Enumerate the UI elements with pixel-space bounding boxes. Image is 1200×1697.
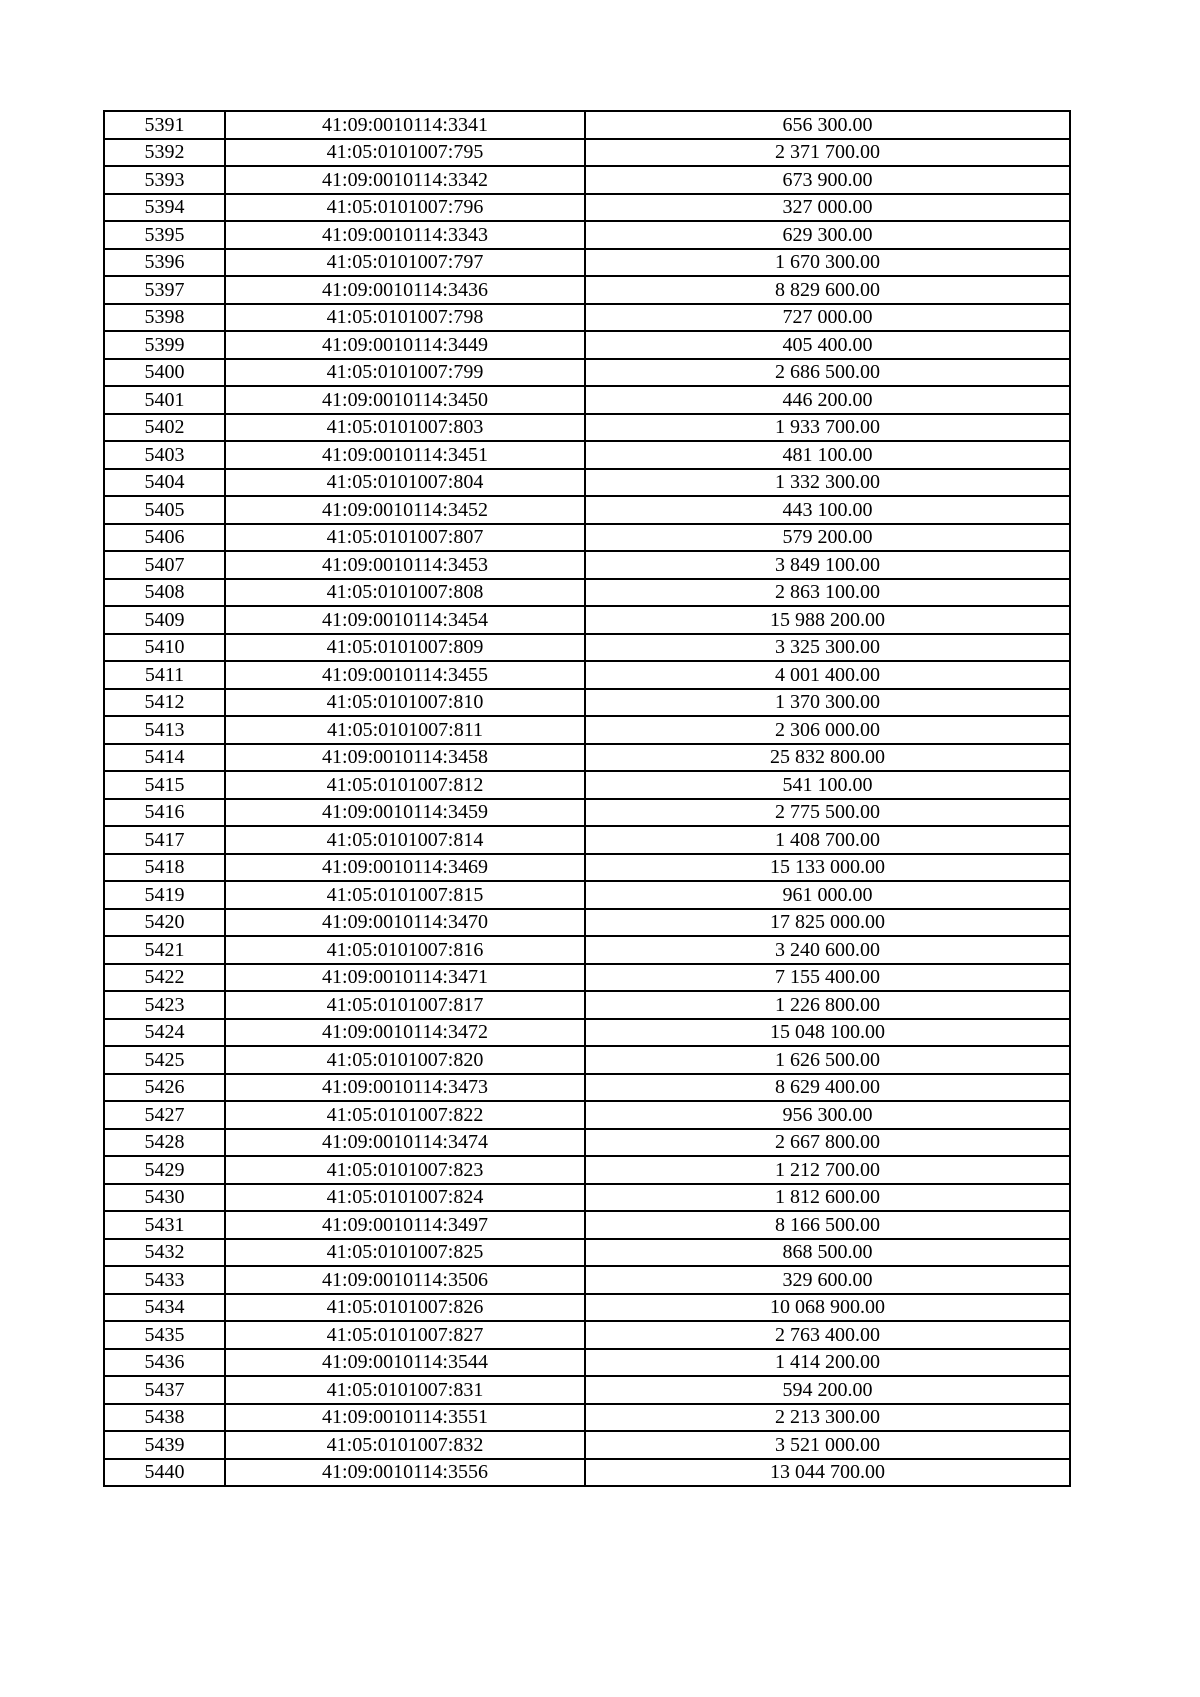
cadastral-value-cell: 481 100.00: [585, 441, 1070, 469]
table-body: [104, 111, 1070, 1486]
cadastral-value-cell: 2 667 800.00: [585, 1129, 1070, 1157]
table-row: [104, 1211, 1070, 1239]
row-number-cell: 5395: [104, 221, 225, 249]
row-number-cell: 5408: [104, 579, 225, 607]
row-number-cell: 5402: [104, 414, 225, 442]
cadastral-value-cell: 405 400.00: [585, 331, 1070, 359]
row-number-cell: 5417: [104, 826, 225, 854]
table-row: [104, 276, 1070, 304]
cadastral-number-cell: 41:05:0101007:814: [225, 826, 585, 854]
table-row: [104, 221, 1070, 249]
table-row: [104, 1156, 1070, 1184]
table-row: [104, 1404, 1070, 1432]
cadastral-value-cell: 2 775 500.00: [585, 799, 1070, 827]
table-row: [104, 524, 1070, 552]
cadastral-value-cell: 17 825 000.00: [585, 909, 1070, 937]
cadastral-value-cell: 2 763 400.00: [585, 1321, 1070, 1349]
cadastral-number-cell: 41:05:0101007:798: [225, 304, 585, 332]
cadastral-value-cell: 727 000.00: [585, 304, 1070, 332]
cadastral-number-cell: 41:09:0010114:3459: [225, 799, 585, 827]
cadastre-value-table: [103, 110, 1071, 1487]
cadastral-number-cell: 41:05:0101007:823: [225, 1156, 585, 1184]
cadastral-value-cell: 541 100.00: [585, 771, 1070, 799]
cadastral-number-cell: 41:05:0101007:822: [225, 1101, 585, 1129]
row-number-cell: 5422: [104, 964, 225, 992]
row-number-cell: 5432: [104, 1239, 225, 1267]
table-row: [104, 1376, 1070, 1404]
cadastral-value-cell: 868 500.00: [585, 1239, 1070, 1267]
row-number-cell: 5428: [104, 1129, 225, 1157]
row-number-cell: 5437: [104, 1376, 225, 1404]
cadastral-value-cell: 961 000.00: [585, 881, 1070, 909]
cadastral-value-cell: 329 600.00: [585, 1266, 1070, 1294]
table-row: [104, 744, 1070, 772]
row-number-cell: 5394: [104, 194, 225, 222]
cadastral-number-cell: 41:09:0010114:3450: [225, 386, 585, 414]
cadastral-number-cell: 41:09:0010114:3451: [225, 441, 585, 469]
table-row: [104, 771, 1070, 799]
table-row: [104, 1349, 1070, 1377]
table-row: [104, 881, 1070, 909]
cadastral-value-cell: 1 933 700.00: [585, 414, 1070, 442]
cadastral-number-cell: 41:09:0010114:3472: [225, 1019, 585, 1047]
cadastral-value-cell: 1 332 300.00: [585, 469, 1070, 497]
cadastral-value-cell: 3 240 600.00: [585, 936, 1070, 964]
cadastral-number-cell: 41:09:0010114:3341: [225, 111, 585, 139]
row-number-cell: 5419: [104, 881, 225, 909]
table-row: [104, 1431, 1070, 1459]
table-row: [104, 606, 1070, 634]
row-number-cell: 5429: [104, 1156, 225, 1184]
row-number-cell: 5430: [104, 1184, 225, 1212]
row-number-cell: 5412: [104, 689, 225, 717]
table-row: [104, 1074, 1070, 1102]
table-row: [104, 689, 1070, 717]
row-number-cell: 5405: [104, 496, 225, 524]
cadastral-value-cell: 446 200.00: [585, 386, 1070, 414]
cadastral-value-cell: 15 048 100.00: [585, 1019, 1070, 1047]
table-row: [104, 1019, 1070, 1047]
cadastral-number-cell: 41:05:0101007:816: [225, 936, 585, 964]
cadastral-number-cell: 41:05:0101007:812: [225, 771, 585, 799]
cadastral-number-cell: 41:09:0010114:3458: [225, 744, 585, 772]
row-number-cell: 5424: [104, 1019, 225, 1047]
row-number-cell: 5392: [104, 139, 225, 167]
cadastral-value-cell: 1 670 300.00: [585, 249, 1070, 277]
cadastral-number-cell: 41:05:0101007:820: [225, 1046, 585, 1074]
row-number-cell: 5420: [104, 909, 225, 937]
cadastral-number-cell: 41:05:0101007:796: [225, 194, 585, 222]
table-row: [104, 166, 1070, 194]
row-number-cell: 5413: [104, 716, 225, 744]
cadastral-value-cell: 629 300.00: [585, 221, 1070, 249]
table-row: [104, 496, 1070, 524]
row-number-cell: 5406: [104, 524, 225, 552]
table-row: [104, 359, 1070, 387]
cadastral-value-cell: 1 226 800.00: [585, 991, 1070, 1019]
row-number-cell: 5393: [104, 166, 225, 194]
cadastral-value-cell: 579 200.00: [585, 524, 1070, 552]
cadastral-number-cell: 41:05:0101007:803: [225, 414, 585, 442]
cadastral-number-cell: 41:05:0101007:817: [225, 991, 585, 1019]
cadastral-number-cell: 41:09:0010114:3452: [225, 496, 585, 524]
table-row: [104, 826, 1070, 854]
row-number-cell: 5411: [104, 661, 225, 689]
cadastral-number-cell: 41:05:0101007:797: [225, 249, 585, 277]
table-row: [104, 441, 1070, 469]
table-row: [104, 661, 1070, 689]
cadastral-number-cell: 41:09:0010114:3454: [225, 606, 585, 634]
cadastral-number-cell: 41:09:0010114:3343: [225, 221, 585, 249]
row-number-cell: 5410: [104, 634, 225, 662]
cadastral-value-cell: 2 306 000.00: [585, 716, 1070, 744]
cadastral-value-cell: 2 686 500.00: [585, 359, 1070, 387]
table-row: [104, 1129, 1070, 1157]
row-number-cell: 5438: [104, 1404, 225, 1432]
table-row: [104, 854, 1070, 882]
row-number-cell: 5396: [104, 249, 225, 277]
table-row: [104, 936, 1070, 964]
cadastral-number-cell: 41:05:0101007:811: [225, 716, 585, 744]
table-row: [104, 909, 1070, 937]
row-number-cell: 5436: [104, 1349, 225, 1377]
table-row: [104, 1266, 1070, 1294]
row-number-cell: 5440: [104, 1459, 225, 1487]
cadastral-number-cell: 41:09:0010114:3506: [225, 1266, 585, 1294]
cadastral-value-cell: 1 370 300.00: [585, 689, 1070, 717]
table-row: [104, 551, 1070, 579]
table-row: [104, 579, 1070, 607]
cadastral-number-cell: 41:05:0101007:832: [225, 1431, 585, 1459]
table-row: [104, 469, 1070, 497]
row-number-cell: 5431: [104, 1211, 225, 1239]
row-number-cell: 5434: [104, 1294, 225, 1322]
row-number-cell: 5439: [104, 1431, 225, 1459]
row-number-cell: 5409: [104, 606, 225, 634]
table-row: [104, 634, 1070, 662]
cadastral-number-cell: 41:05:0101007:795: [225, 139, 585, 167]
row-number-cell: 5397: [104, 276, 225, 304]
table-row: [104, 1321, 1070, 1349]
cadastral-number-cell: 41:05:0101007:808: [225, 579, 585, 607]
row-number-cell: 5415: [104, 771, 225, 799]
cadastral-number-cell: 41:09:0010114:3474: [225, 1129, 585, 1157]
cadastral-value-cell: 594 200.00: [585, 1376, 1070, 1404]
cadastral-value-cell: 3 521 000.00: [585, 1431, 1070, 1459]
row-number-cell: 5421: [104, 936, 225, 964]
table-row: [104, 414, 1070, 442]
row-number-cell: 5418: [104, 854, 225, 882]
cadastral-number-cell: 41:09:0010114:3453: [225, 551, 585, 579]
row-number-cell: 5416: [104, 799, 225, 827]
table-row: [104, 331, 1070, 359]
table-row: [104, 111, 1070, 139]
cadastral-value-cell: 673 900.00: [585, 166, 1070, 194]
cadastral-value-cell: 3 849 100.00: [585, 551, 1070, 579]
cadastral-value-cell: 4 001 400.00: [585, 661, 1070, 689]
row-number-cell: 5425: [104, 1046, 225, 1074]
cadastral-value-cell: 1 408 700.00: [585, 826, 1070, 854]
cadastral-value-cell: 2 863 100.00: [585, 579, 1070, 607]
row-number-cell: 5426: [104, 1074, 225, 1102]
table-row: [104, 249, 1070, 277]
table-row: [104, 1101, 1070, 1129]
cadastral-number-cell: 41:09:0010114:3342: [225, 166, 585, 194]
row-number-cell: 5401: [104, 386, 225, 414]
cadastral-number-cell: 41:05:0101007:799: [225, 359, 585, 387]
cadastral-value-cell: 15 133 000.00: [585, 854, 1070, 882]
cadastral-number-cell: 41:05:0101007:826: [225, 1294, 585, 1322]
cadastral-number-cell: 41:09:0010114:3556: [225, 1459, 585, 1487]
cadastral-number-cell: 41:09:0010114:3470: [225, 909, 585, 937]
cadastral-value-cell: 956 300.00: [585, 1101, 1070, 1129]
cadastral-number-cell: 41:09:0010114:3436: [225, 276, 585, 304]
cadastral-number-cell: 41:05:0101007:804: [225, 469, 585, 497]
row-number-cell: 5398: [104, 304, 225, 332]
cadastral-value-cell: 8 166 500.00: [585, 1211, 1070, 1239]
cadastral-value-cell: 13 044 700.00: [585, 1459, 1070, 1487]
row-number-cell: 5423: [104, 991, 225, 1019]
cadastral-value-cell: 327 000.00: [585, 194, 1070, 222]
cadastral-value-cell: 15 988 200.00: [585, 606, 1070, 634]
row-number-cell: 5400: [104, 359, 225, 387]
table-row: [104, 799, 1070, 827]
table-row: [104, 194, 1070, 222]
cadastral-number-cell: 41:09:0010114:3497: [225, 1211, 585, 1239]
row-number-cell: 5404: [104, 469, 225, 497]
row-number-cell: 5427: [104, 1101, 225, 1129]
cadastral-value-cell: 443 100.00: [585, 496, 1070, 524]
table-row: [104, 1239, 1070, 1267]
table-row: [104, 1184, 1070, 1212]
row-number-cell: 5403: [104, 441, 225, 469]
cadastral-value-cell: 2 213 300.00: [585, 1404, 1070, 1432]
cadastral-value-cell: 8 629 400.00: [585, 1074, 1070, 1102]
table-row: [104, 304, 1070, 332]
table-row: [104, 964, 1070, 992]
cadastral-number-cell: 41:09:0010114:3551: [225, 1404, 585, 1432]
row-number-cell: 5399: [104, 331, 225, 359]
cadastral-number-cell: 41:05:0101007:815: [225, 881, 585, 909]
table-row: [104, 139, 1070, 167]
cadastral-number-cell: 41:05:0101007:807: [225, 524, 585, 552]
row-number-cell: 5407: [104, 551, 225, 579]
cadastral-value-cell: 1 212 700.00: [585, 1156, 1070, 1184]
table-row: [104, 1046, 1070, 1074]
cadastral-value-cell: 7 155 400.00: [585, 964, 1070, 992]
cadastral-number-cell: 41:05:0101007:824: [225, 1184, 585, 1212]
row-number-cell: 5433: [104, 1266, 225, 1294]
row-number-cell: 5435: [104, 1321, 225, 1349]
cadastral-value-cell: 1 626 500.00: [585, 1046, 1070, 1074]
cadastral-value-cell: 10 068 900.00: [585, 1294, 1070, 1322]
cadastral-value-cell: 25 832 800.00: [585, 744, 1070, 772]
table-row: [104, 1459, 1070, 1487]
table-row: [104, 1294, 1070, 1322]
cadastral-number-cell: 41:09:0010114:3473: [225, 1074, 585, 1102]
cadastral-number-cell: 41:05:0101007:810: [225, 689, 585, 717]
cadastral-number-cell: 41:09:0010114:3469: [225, 854, 585, 882]
cadastral-value-cell: 656 300.00: [585, 111, 1070, 139]
cadastral-number-cell: 41:09:0010114:3449: [225, 331, 585, 359]
table-row: [104, 386, 1070, 414]
cadastral-value-cell: 1 414 200.00: [585, 1349, 1070, 1377]
table-row: [104, 991, 1070, 1019]
cadastral-number-cell: 41:05:0101007:827: [225, 1321, 585, 1349]
cadastral-number-cell: 41:09:0010114:3471: [225, 964, 585, 992]
cadastral-value-cell: 2 371 700.00: [585, 139, 1070, 167]
cadastral-number-cell: 41:05:0101007:825: [225, 1239, 585, 1267]
cadastral-value-cell: 1 812 600.00: [585, 1184, 1070, 1212]
cadastral-number-cell: 41:05:0101007:831: [225, 1376, 585, 1404]
cadastral-value-cell: 3 325 300.00: [585, 634, 1070, 662]
row-number-cell: 5414: [104, 744, 225, 772]
table-row: [104, 716, 1070, 744]
cadastral-value-cell: 8 829 600.00: [585, 276, 1070, 304]
cadastral-number-cell: 41:09:0010114:3544: [225, 1349, 585, 1377]
cadastral-number-cell: 41:05:0101007:809: [225, 634, 585, 662]
row-number-cell: 5391: [104, 111, 225, 139]
cadastral-number-cell: 41:09:0010114:3455: [225, 661, 585, 689]
